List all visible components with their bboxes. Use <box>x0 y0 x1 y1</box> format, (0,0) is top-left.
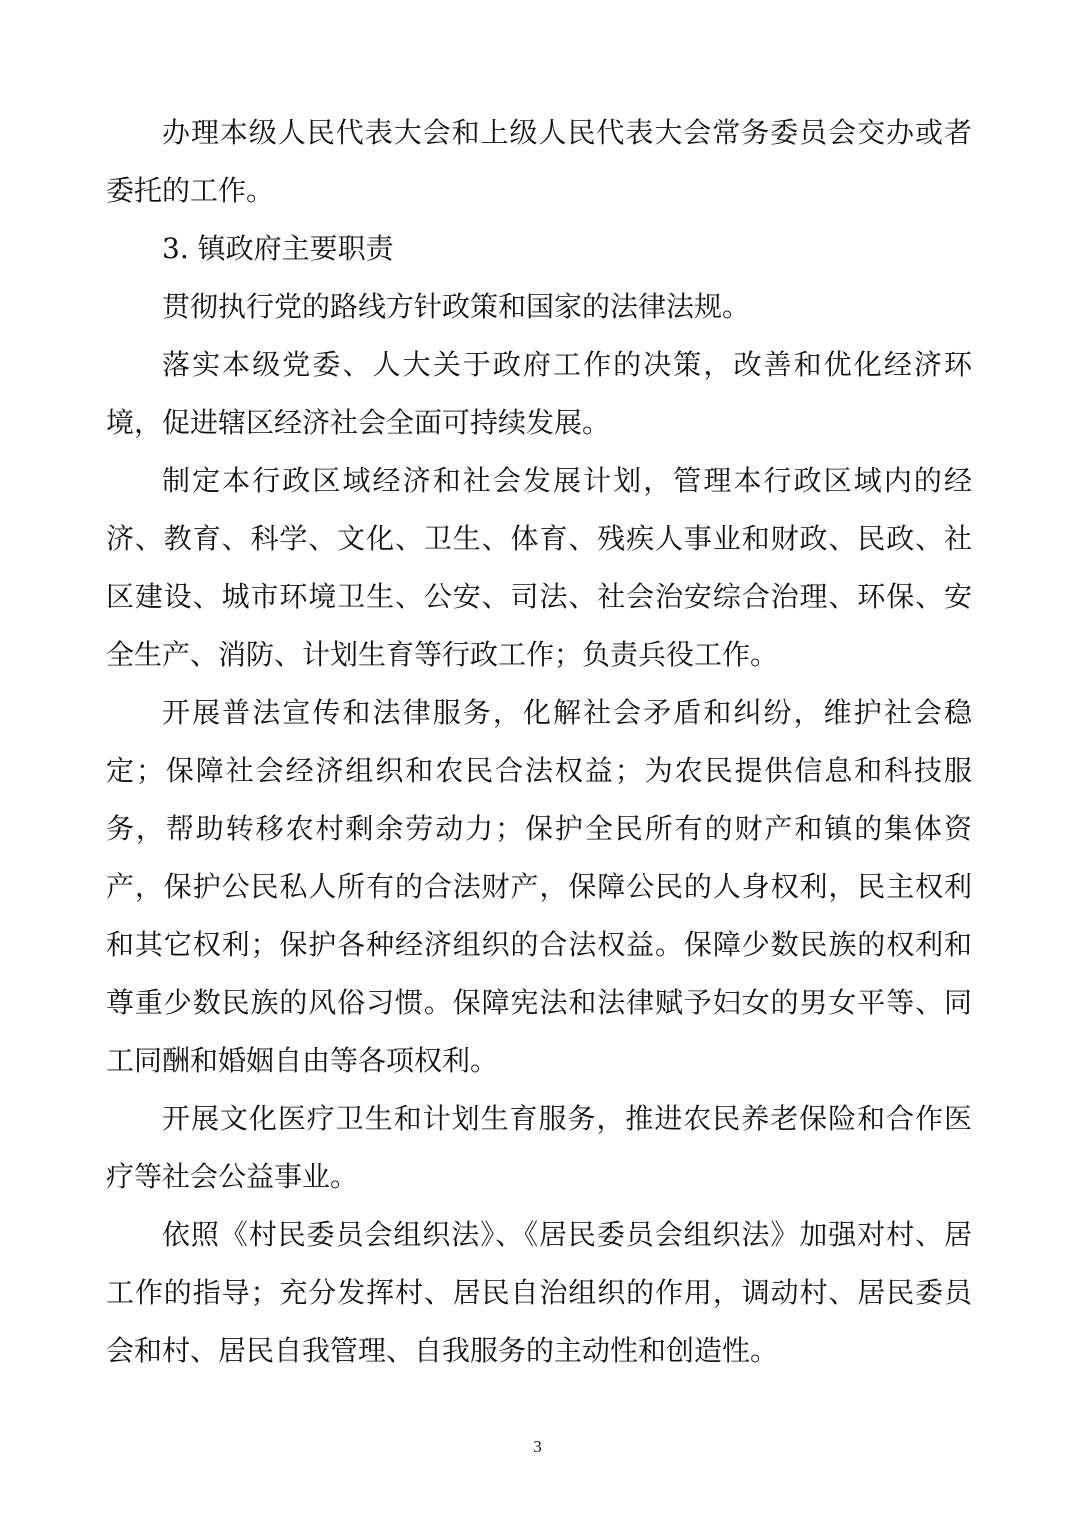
paragraph-public-welfare: 开展文化医疗卫生和计划生育服务，推进农民养老保险和合作医疗等社会公益事业。 <box>106 1102 972 1193</box>
page-number: 3 <box>533 1437 542 1456</box>
section-heading-town-government-duties: 3. 镇政府主要职责 <box>162 232 394 265</box>
paragraph-delegated-work: 办理本级人民代表大会和上级人民代表大会常务委员会交办或者委托的工作。 <box>106 116 972 207</box>
document-body <box>106 104 972 1380</box>
paragraph-implement-policies: 贯彻执行党的路线方针政策和国家的法律法规。 <box>162 290 751 323</box>
paragraph-legal-services: 开展普法宣传和法律服务，化解社会矛盾和纠纷，维护社会稳定；保障社会经济组织和农民合法权益；为农民提供信息和科技服务，帮助转移农村剩余劳动力；保护全民所有的财产和镇的集体资产，保护公民私人所有的合法财产，保障公民的人身权利，民主权利和其它权利；保护各种经济组织的合法权益。保障少数民族的权利和尊重少数民族的风俗习惯。保障宪法和法律赋予妇女的男女平等、同工同酬和婚姻自由等各项权利。 <box>106 696 972 1077</box>
paragraph-development-plan: 制定本行政区域经济和社会发展计划，管理本行政区域内的经济、教育、科学、文化、卫生、体育、残疾人事业和财政、民政、社区建设、城市环境卫生、公安、司法、社会治安综合治理、环保、安全生产、消防、计划生育等行政工作；负责兵役工作。 <box>106 464 972 671</box>
paragraph-implement-decisions: 落实本级党委、人大关于政府工作的决策，改善和优化经济环境，促进辖区经济社会全面可持续发展。 <box>106 348 972 439</box>
paragraph-village-guidance: 依照《村民委员会组织法》、《居民委员会组织法》加强对村、居工作的指导；充分发挥村、居民自治组织的作用，调动村、居民委员会和村、居民自我管理、自我服务的主动性和创造性。 <box>106 1218 972 1367</box>
